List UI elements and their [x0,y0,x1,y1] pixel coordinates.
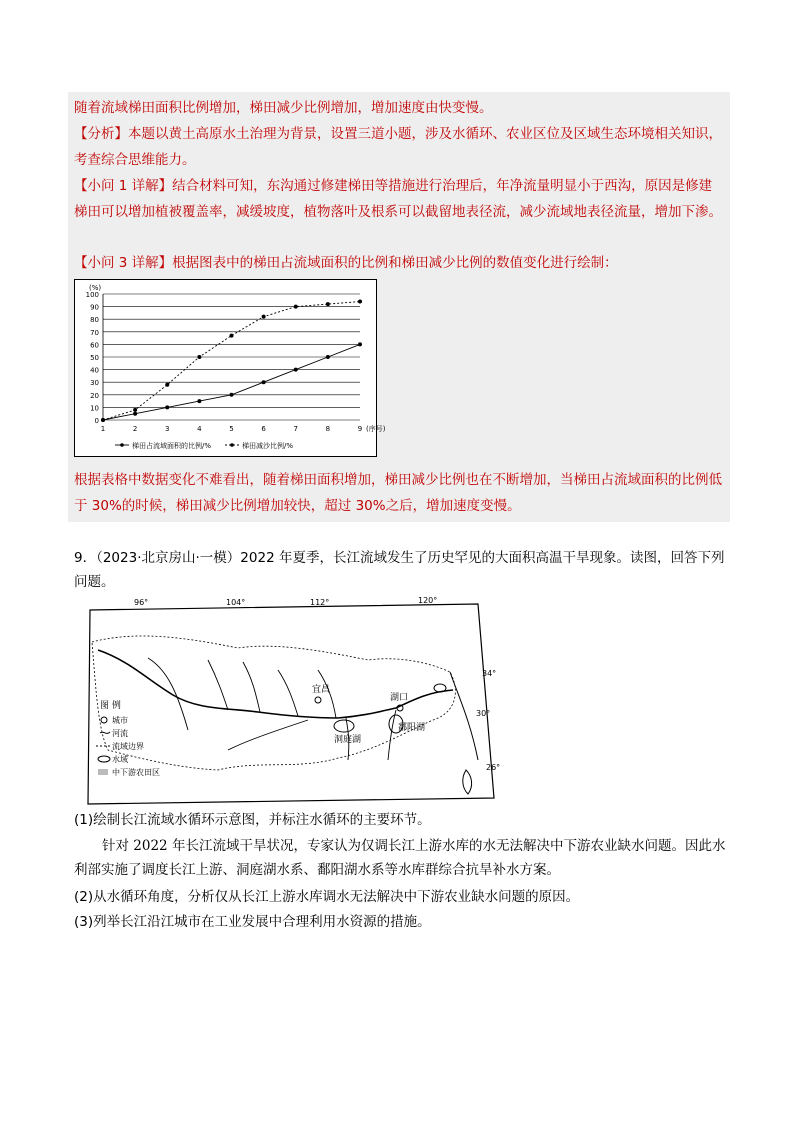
data-point-s2 [230,334,234,338]
lake-dongting: 洞庭湖 [334,735,362,745]
y-tick-label: 50 [90,354,99,362]
y-tick-label: 10 [90,404,99,413]
data-point-s1 [133,412,137,416]
lon-label-104: 104° [226,598,246,607]
q1-detail-text: 【小问 1 详解】结合材料可知，东沟通过修建梯田等措施进行治理后，年净流量明显小于西沟，原因是修建梯田可以增加植被覆盖率，减缓坡度，植物落叶及根系可以截留地表径流，减少流域地表径流量，增加下渗。 [74,178,722,220]
line-chart [74,279,386,457]
data-point-s1 [262,380,266,384]
question-stem-text: 2022 年夏季，长江流域发生了历史罕见的大面积高温干旱现象。读图，回答下列问题。 [74,550,725,590]
x-tick-label: 3 [165,425,170,433]
y-tick-label: 60 [90,341,99,350]
q3-detail-text: 【小问 3 详解】根据图表中的梯田占流域面积的比例和梯田减少比例的数值变化进行绘制： [74,255,618,271]
lat-label-34: 34° [482,669,497,678]
data-point-s1 [294,368,298,372]
legend-farmland: 中下游农田区 [112,768,160,777]
data-point-s2 [101,418,105,422]
data-point-s2 [133,408,137,412]
legend-city: 城市 [112,716,128,725]
y-tick-label: 90 [90,303,99,312]
lon-label-112: 112° [310,598,330,607]
data-point-s1 [197,399,201,403]
question-stem [74,546,734,594]
lon-label-96: 96° [134,598,149,607]
x-tick-label: 4 [197,425,202,433]
legend-boundary: 流域边界 [112,742,144,751]
map-svg [78,596,501,808]
sub-question-2: (2)从水循环角度，分析仅从长江上游水库调水无法解决中下游农业缺水问题的原因。 [74,889,580,905]
x-tick-label: 7 [293,425,298,433]
data-point-s2 [358,300,362,304]
data-point-s1 [326,355,330,359]
conclusion-text: 根据表格中数据变化不难看出，随着梯田面积增加，梯田减少比例也在不断增加，当梯田占流域面积的比例低于 30%的时候，梯田减少比例增加较快，超过 30%之后，增加速度变慢。 [74,472,722,514]
y-tick-label: 40 [90,366,99,375]
question-number: 9． [74,550,97,566]
y-tick-label: 30 [90,379,99,388]
x-axis-label: (序号) [366,425,386,433]
y-axis-label: (%) [89,284,102,292]
data-point-s2 [294,305,298,309]
city-yichang: 宜昌 [312,685,331,695]
legend-water: 水域 [112,755,128,764]
x-tick-label: 1 [100,425,106,433]
lat-label-26: 26° [486,763,501,772]
lake-poyang: 鄱阳湖 [398,723,426,733]
data-point-s2 [326,302,330,306]
lat-label-30: 30° [476,709,491,718]
question-source: （2023·北京房山·一模） [96,550,241,566]
data-point-s2 [165,383,169,387]
legend-marker-1 [120,443,124,447]
legend-label-1: 梯田占流域面积的比例/% [132,442,212,450]
data-point-s2 [197,355,201,359]
y-tick-label: 70 [90,328,99,337]
lon-label-120: 120° [418,596,438,605]
sub-question-1: (1)绘制长江流域水循环示意图，并标注水循环的主要环节。 [74,812,431,828]
x-tick-label: 6 [261,425,266,433]
x-tick-label: 2 [132,425,138,433]
x-tick-label: 5 [229,425,234,433]
sub-question-3: (3)列举长江沿江城市在工业发展中合理利用水资源的措施。 [74,914,431,930]
legend-marker-2 [230,443,234,447]
legend-title: 图 例 [100,701,121,711]
y-tick-label: 0 [94,417,99,425]
material-text: 针对 2022 年长江流域干旱状况，专家认为仅调长江上游水库的水无法解决中下游农业缺水问题。因此水利部实施了调度长江上游、洞庭湖水系、鄱阳湖水系等水库群综合抗旱补水方案。 [74,838,726,878]
data-point-s1 [230,393,234,397]
legend-river: 河流 [112,729,128,738]
data-point-s1 [165,405,169,409]
data-point-s2 [262,315,266,319]
analysis-text: 【分析】本题以黄土高原水土治理为背景，设置三道小题，涉及水循环、农业区位及区域生态环境相关知识，考查综合思维能力。 [74,126,722,168]
legend-label-2: 梯田减沙比例/% [242,442,294,450]
y-tick-label: 100 [85,291,99,299]
city-hukou: 湖口 [390,693,409,703]
x-tick-label: 8 [325,425,331,433]
y-tick-label: 20 [90,391,99,400]
yangtze-basin-map [78,596,501,808]
data-point-s1 [358,342,362,346]
chart-svg [75,280,386,456]
y-tick-label: 80 [90,316,99,325]
x-tick-label: 9 [357,425,363,433]
answer-line-1: 随着流域梯田面积比例增加，梯田减少比例增加，增加速度由快变慢。 [74,100,493,116]
